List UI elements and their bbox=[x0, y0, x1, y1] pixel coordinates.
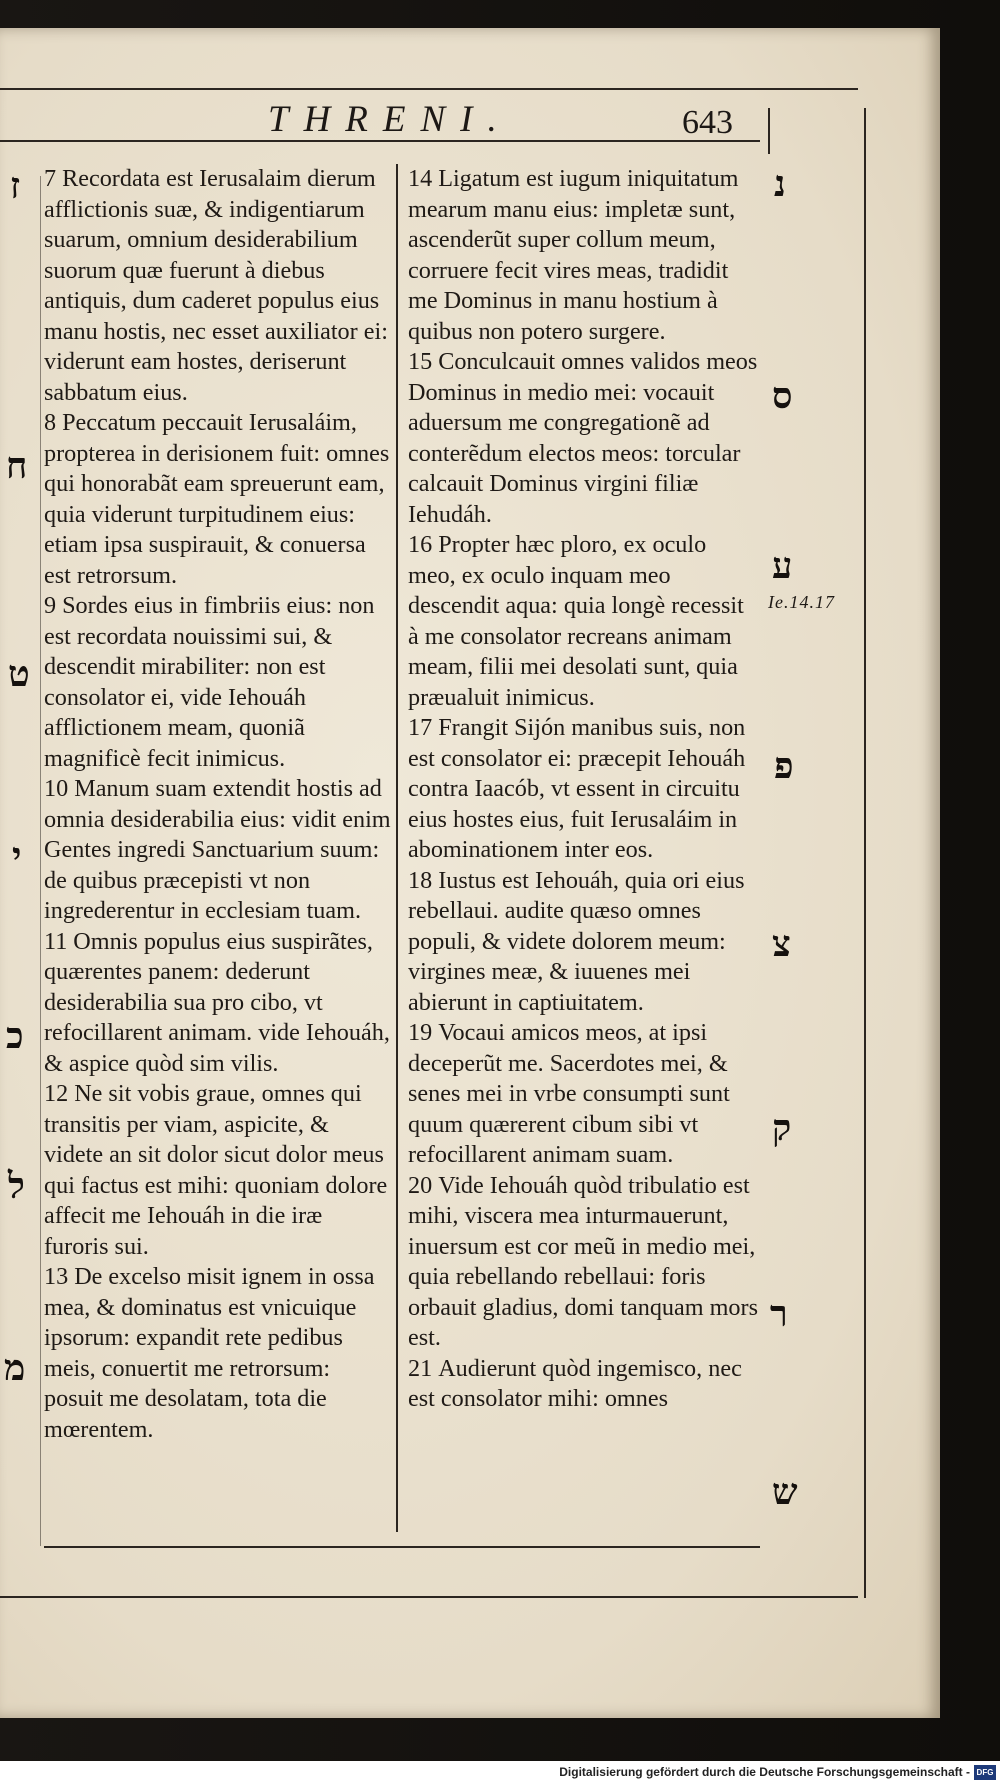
page-number: 643 bbox=[682, 104, 733, 141]
column-separator bbox=[396, 164, 398, 1532]
hebrew-letter-qof: ק bbox=[772, 1107, 792, 1149]
right-margin-rule bbox=[768, 108, 770, 154]
verse-number: 17 bbox=[408, 714, 433, 741]
footer-rule-top bbox=[44, 1546, 760, 1548]
verse-text: Manum suam extendit hostis ad omnia desiderabilia eius: vidit enim Gentes ingredi Sanctuarium suum: de quibus præcepisti vt non ingrederentur in ecclesiam tuam. bbox=[44, 775, 391, 924]
verse-number: 12 bbox=[44, 1080, 69, 1107]
footer-rule-bottom bbox=[0, 1596, 858, 1598]
verse-text: Sordes eius in fimbriis eius: non est recordata nouissimi sui, & descendit mirabiliter: non est consolator ei, vide Iehouáh afflictionem meam, quoniã magnificè fecit inimicus. bbox=[44, 592, 375, 772]
hebrew-letter-shin: ש bbox=[772, 1471, 798, 1513]
verse-text: Vocaui amicos meos, at ipsi deceperũt me. Sacerdotes mei, & senes mei in vrbe consumpti sunt quum quærerent cibum sibi vt refocillarent animam suam. bbox=[408, 1019, 730, 1168]
verse-text: Frangit Sijón manibus suis, non est consolator ei: præcepit Iehouáh contra Iaacób, vt essent in circuitu eius hostes eius, fuit Ierusaláim in abominationem inter eos. bbox=[408, 714, 746, 863]
verse-number: 19 bbox=[408, 1019, 433, 1046]
outer-margin-rule bbox=[864, 108, 866, 1598]
hebrew-letter-samekh: ס bbox=[772, 375, 793, 417]
verse-8 bbox=[44, 408, 392, 591]
verse-number: 9 bbox=[44, 592, 57, 619]
verse-text: Ligatum est iugum iniquitatum mearum manu eius: impletæ sunt, ascenderũt super collum meum, corruere fecit vires meas, tradidit me Dominus in manu hostium à quibus non potero surgere. bbox=[408, 165, 739, 345]
verse-text: Conculcauit omnes validos meos Dominus in medio mei: vocauit aduersum me congregationẽ ad conterẽdum electos meos: torcular calcauit Dominus virgini filiæ Iehudáh. bbox=[408, 348, 758, 528]
verse-number: 21 bbox=[408, 1354, 433, 1382]
verse-number: 20 bbox=[408, 1171, 433, 1199]
left-column bbox=[44, 164, 392, 1445]
verse-7 bbox=[44, 164, 392, 408]
verse-text: Omnis populus eius suspirãtes, quærentes panem: dederunt desiderabilia sua pro cibo, vt refocillarent animam. vide Iehouáh, & aspice quòd sim vilis. bbox=[44, 927, 390, 1077]
verse-text: Recordata est Ierusalaim dierum afflictionis suæ, & indigentiarum suarum, omnium desiderabilium suorum quæ fuerunt à diebus antiquis, dum caderet populus eius manu hostis, nec esset auxiliator ei: viderunt eam hostes, deriserunt sabbatum eius. bbox=[44, 165, 388, 406]
verse-16 bbox=[408, 530, 758, 713]
verse-text: De excelso misit ignem in ossa mea, & dominatus est vnicuique ipsorum: expandit rete pedibus meis, conuertit me retrorsum: posuit me desolatam, tota die mœrentem. bbox=[44, 1263, 375, 1443]
footer-credit: Digitalisierung gefördert durch die Deutsche Forschungsgemeinschaft - bbox=[559, 1765, 970, 1779]
verse-17 bbox=[408, 713, 758, 866]
verse-21 bbox=[408, 1354, 758, 1415]
verse-9 bbox=[44, 591, 392, 774]
verse-10 bbox=[44, 774, 392, 927]
verse-14 bbox=[408, 164, 758, 347]
verse-number: 13 bbox=[44, 1263, 69, 1290]
left-border-rule bbox=[40, 176, 41, 1546]
verse-number: 10 bbox=[44, 775, 69, 802]
verse-text: Propter hæc ploro, ex oculo meo, ex oculo inquam meo descendit aqua: quia longè recessit à me consolator recreans animam meam, filii mei desolati sunt, quia præualuit inimicus. bbox=[408, 531, 744, 711]
verse-number: 8 bbox=[44, 409, 57, 436]
hebrew-letter-lamed: ל bbox=[8, 1165, 25, 1207]
hebrew-letter-pe: פ bbox=[774, 745, 794, 787]
hebrew-letter-nun: נ bbox=[774, 163, 786, 205]
verse-text: Audierunt quòd ingemisco, nec est consolator mihi: omnes bbox=[408, 1354, 742, 1412]
right-column bbox=[408, 164, 758, 1415]
dfg-logo: DFG bbox=[974, 1765, 996, 1780]
verse-text: Vide Iehouáh quòd tribulatio est mihi, viscera mea inturmauerunt, inuersum est cor meũ in medio mei, quia rebellando rebellaui: foris orbauit gladius, domi tanquam mors est. bbox=[408, 1171, 758, 1351]
verse-number: 18 bbox=[408, 866, 433, 894]
verse-15 bbox=[408, 347, 758, 530]
hebrew-letter-tet: ט bbox=[8, 653, 30, 695]
verse-number: 11 bbox=[44, 927, 68, 955]
hebrew-letter-mem: מ bbox=[4, 1347, 26, 1389]
verse-20 bbox=[408, 1171, 758, 1354]
verse-12 bbox=[44, 1079, 392, 1262]
verse-number: 7 bbox=[44, 165, 57, 192]
verse-13 bbox=[44, 1262, 392, 1445]
hebrew-letter-tsadi: צ bbox=[772, 923, 791, 965]
hebrew-letter-chet: ח bbox=[6, 445, 28, 487]
verse-text: Peccatum peccauit Ierusaláim, propterea in derisionem fuit: omnes qui honorabãt eam spreuerunt eam, quia viderunt turpitudinem eius: etiam ipsa suspirauit, & conuersa est retrorsum. bbox=[44, 409, 390, 589]
hebrew-letter-yod: י bbox=[12, 835, 22, 877]
hebrew-letter-kaf: כ bbox=[6, 1015, 24, 1057]
verse-number: 16 bbox=[408, 531, 433, 558]
verse-text: Iustus est Iehouáh, quia ori eius rebellaui. audite quæso omnes populi, & videte dolorem meum: virgines meæ, & iuuenes mei abierunt in captiuitatem. bbox=[408, 866, 745, 1016]
verse-18 bbox=[408, 866, 758, 1019]
verse-text: Ne sit vobis graue, omnes qui transitis per viam, aspicite, & videte an sit dolor sicut dolor meus qui factus est mihi: quoniam dolore affecit me Iehouáh in die iræ furoris sui. bbox=[44, 1080, 388, 1260]
hebrew-letter-ayin: ע bbox=[772, 545, 793, 587]
verse-number: 15 bbox=[408, 348, 433, 375]
hebrew-letter-zayin: ז bbox=[10, 165, 21, 207]
header-rule-top bbox=[0, 88, 858, 90]
margin-reference: Ie.14.17 bbox=[768, 592, 835, 612]
verse-11 bbox=[44, 927, 392, 1080]
digitization-footer bbox=[0, 1761, 1000, 1787]
verse-19 bbox=[408, 1018, 758, 1171]
hebrew-letter-resh: ר bbox=[770, 1293, 788, 1335]
running-title: THRENI. bbox=[268, 99, 512, 140]
verse-number: 14 bbox=[408, 165, 433, 192]
